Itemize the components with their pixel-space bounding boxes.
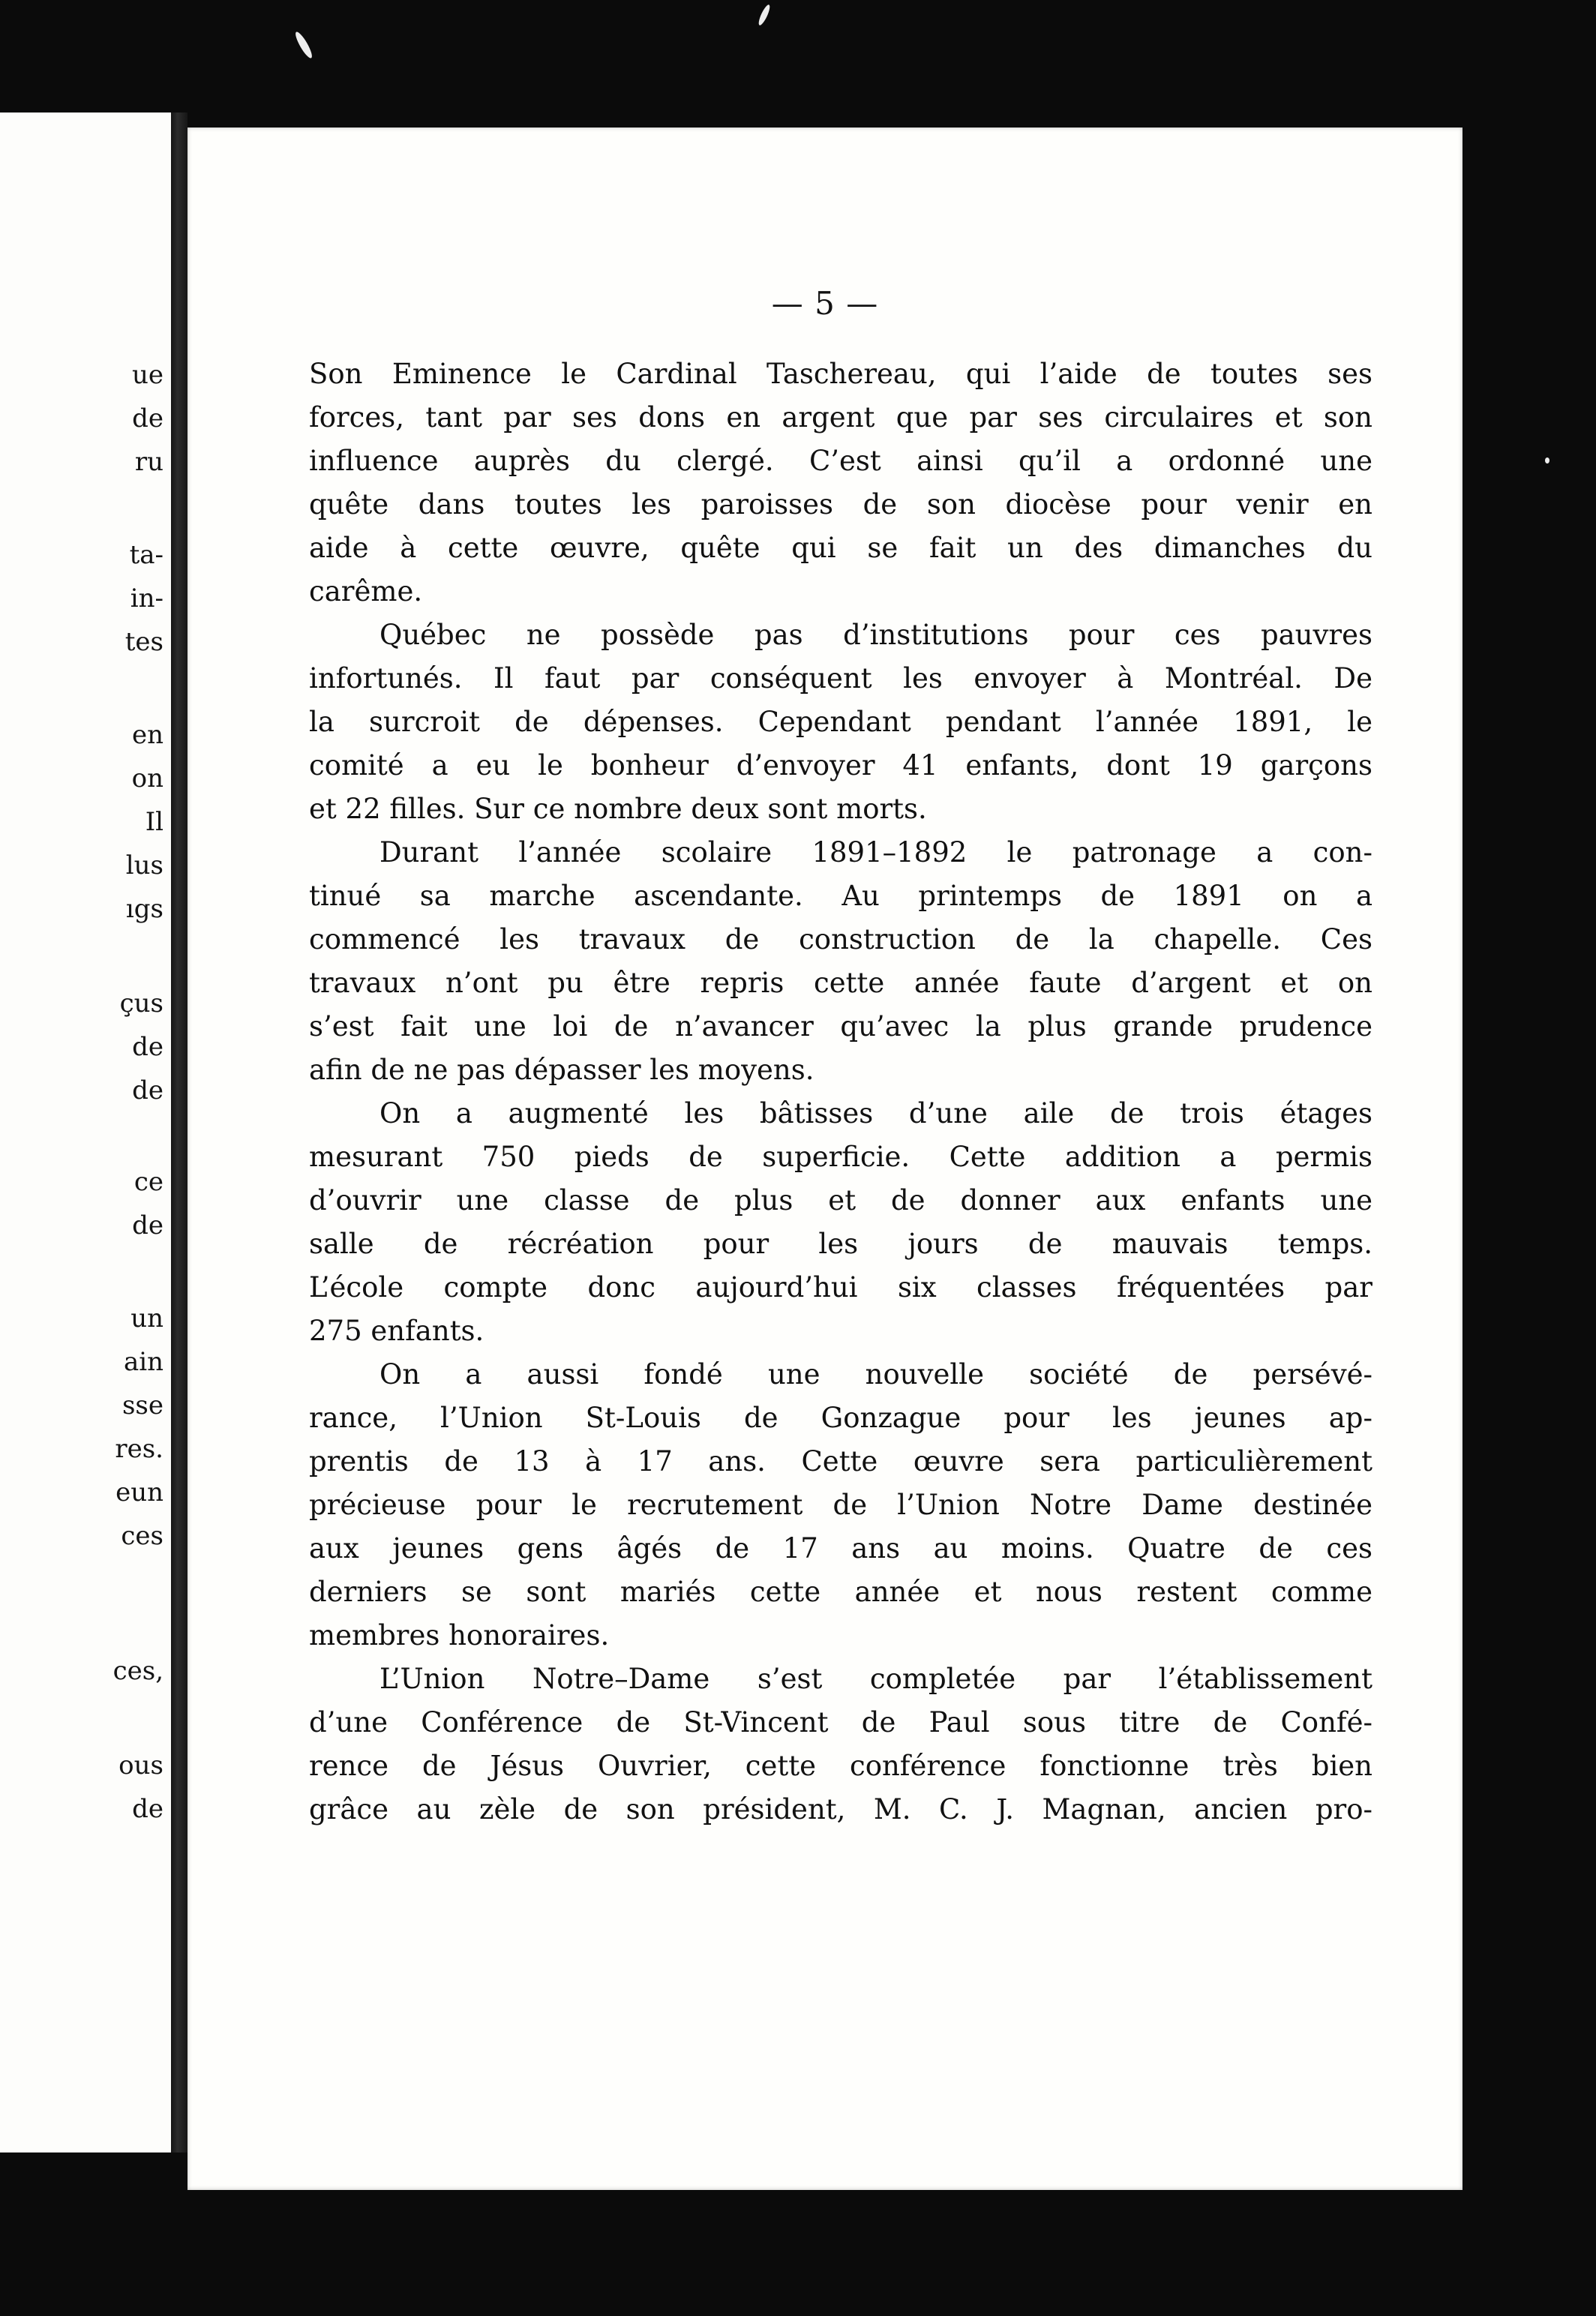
text-line: L’école compte donc aujourd’hui six classes fréquentées par (309, 1271, 1372, 1304)
left-page-line: ces, (112, 1656, 164, 1686)
text-line: On a aussi fondé une nouvelle société de persévé- (380, 1358, 1372, 1390)
left-page-line: çus (119, 988, 164, 1018)
left-page-line: ce (134, 1167, 164, 1197)
text-line: membres honoraires. (309, 1619, 610, 1652)
left-page-line: eun (116, 1478, 164, 1508)
book-page (188, 128, 1462, 2190)
left-page-line: ıgs (125, 894, 164, 924)
text-line: forces, tant par ses dons en argent que par ses circulaires et son (309, 401, 1372, 434)
text-line: précieuse pour le recrutement de l’Union Notre Dame destinée (309, 1489, 1372, 1521)
text-line: salle de récréation pour les jours de mauvais temps. (309, 1228, 1372, 1260)
body-text (309, 352, 1372, 1832)
text-line: mesurant 750 pieds de superficie. Cette addition a permis (309, 1141, 1372, 1173)
text-line: travaux n’ont pu être repris cette année faute d’argent et on (309, 967, 1372, 999)
text-line: d’une Conférence de St-Vincent de Paul sous titre de Confé- (309, 1706, 1372, 1738)
left-page-line: ous (118, 1750, 164, 1780)
text-line: aux jeunes gens âgés de 17 ans au moins. Quatre de ces (309, 1532, 1372, 1564)
text-line: commencé les travaux de construction de la chapelle. Ces (309, 923, 1372, 956)
left-page-line: res. (115, 1434, 164, 1464)
left-page-line: en (131, 720, 164, 750)
text-line: infortunés. Il faut par conséquent les envoyer à Montréal. De (309, 662, 1372, 694)
text-line: Québec ne possède pas d’institutions pour ces pauvres (380, 619, 1372, 651)
left-page-line: ain (123, 1347, 164, 1377)
left-page-line: de (132, 404, 164, 434)
text-line: grâce au zèle de son président, M. C. J. Magnan, ancien pro- (309, 1793, 1372, 1826)
text-line: carême. (309, 575, 423, 608)
text-line: d’ouvrir une classe de plus et de donner aux enfants une (309, 1184, 1372, 1216)
text-line: prentis de 13 à 17 ans. Cette œuvre sera particulièrement (309, 1445, 1372, 1478)
film-speck (757, 4, 772, 27)
text-line: 275 enfants. (309, 1315, 484, 1347)
text-line: rence de Jésus Ouvrier, cette conférence fonctionne très bien (309, 1750, 1372, 1782)
text-line: On a augmenté les bâtisses d’une aile de trois étages (380, 1097, 1372, 1130)
text-line: et 22 filles. Sur ce nombre deux sont morts. (309, 793, 927, 825)
left-page-line: ru (134, 447, 164, 477)
text-line: la surcroit de dépenses. Cependant pendant l’année 1891, le (309, 706, 1372, 738)
left-page-line: de (132, 1210, 164, 1240)
left-page-line: de (132, 1032, 164, 1062)
text-line: comité a eu le bonheur d’envoyer 41 enfants, dont 19 garçons (309, 749, 1372, 782)
text-line: Durant l’année scolaire 1891–1892 le patronage a con- (380, 836, 1372, 868)
left-page-line: ta- (129, 540, 164, 570)
text-line: quête dans toutes les paroisses de son diocèse pour venir en (309, 488, 1372, 520)
text-line: afin de ne pas dépasser les moyens. (309, 1054, 814, 1086)
left-page-line: lus (125, 850, 164, 880)
text-line: s’est fait une loi de n’avancer qu’avec la plus grande prudence (309, 1010, 1372, 1042)
left-page-fragment (0, 112, 171, 2152)
left-page-line: ue (131, 360, 164, 390)
left-page-line: ces (121, 1521, 164, 1551)
text-line: rance, l’Union St-Louis de Gonzague pour les jeunes ap- (309, 1402, 1372, 1434)
left-page-line: on (131, 764, 164, 794)
text-line: tinué sa marche ascendante. Au printemps de 1891 on a (309, 880, 1372, 912)
left-page-line: Il (145, 807, 164, 837)
text-line: aide à cette œuvre, quête qui se fait un des dimanches du (309, 532, 1372, 564)
left-page-line: in- (130, 584, 164, 614)
text-line: L’Union Notre–Dame s’est completée par l’établissement (380, 1663, 1372, 1695)
text-line: derniers se sont mariés cette année et nous restent comme (309, 1576, 1372, 1608)
book-gutter (171, 112, 188, 2152)
left-page-line: de (132, 1794, 164, 1824)
text-line: influence auprès du clergé. C’est ainsi qu’il a ordonné une (309, 445, 1372, 477)
page-number: — 5 — (771, 285, 879, 322)
left-page-line: un (130, 1304, 164, 1334)
film-speck (293, 30, 315, 60)
left-page-line: sse (122, 1390, 164, 1420)
left-page-line: de (132, 1076, 164, 1106)
film-speck (1545, 458, 1550, 464)
text-line: Son Eminence le Cardinal Taschereau, qui l’aide de toutes ses (309, 358, 1372, 390)
left-page-line: tes (124, 627, 164, 657)
